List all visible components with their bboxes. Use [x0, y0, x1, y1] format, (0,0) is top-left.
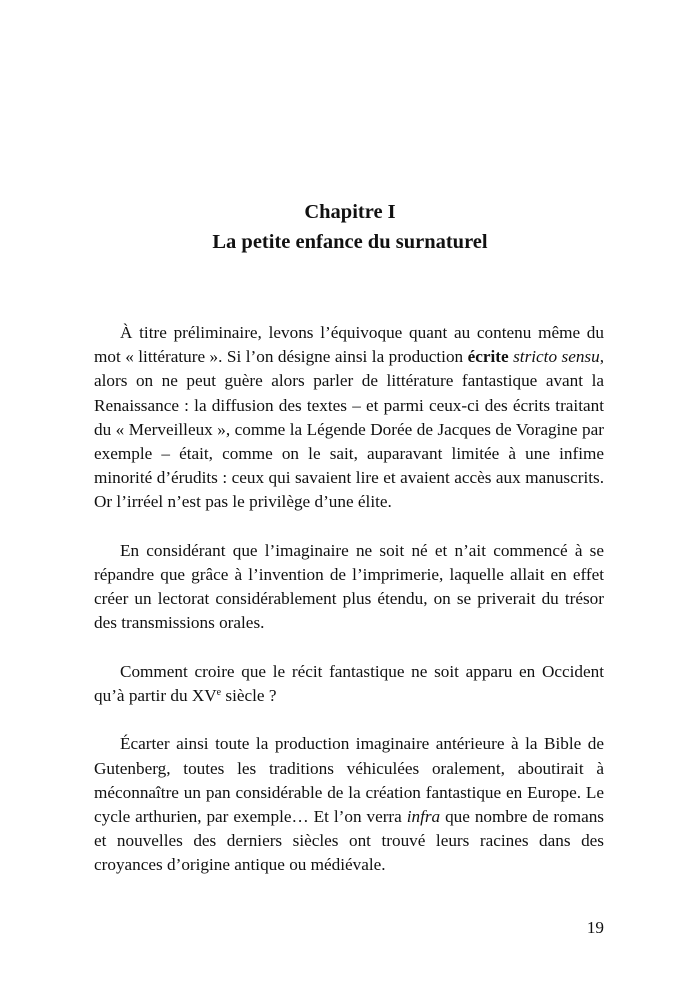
body-text	[94, 321, 604, 878]
paragraph-4-text: Écarter ainsi toute la production imaginaire antérieure à la Bible de Gutenberg, toutes les traditions véhiculées oralement, aboutirait à méconnaître un pan considérable de la création fantastique en Europe. Le cycle arthurien, par exemple… Et l’on verra	[94, 734, 604, 827]
paragraph-3-text: Comment croire que le récit fantastique ne soit apparu en Occident qu’à partir du XV	[94, 661, 604, 706]
paragraph-4	[94, 732, 604, 877]
paragraph-4-text-end: que nombre de romans et nouvelles des derniers siècles ont trouvé leurs racines dans des croyances d’origine antique ou médiévale.	[94, 807, 604, 875]
chapter-number: Chapitre I	[304, 201, 396, 223]
century-superscript: e	[216, 687, 222, 699]
paragraph-1-text: À titre préliminaire, levons l’équivoque quant au contenu même du mot « littérature ». Si l’on désigne ainsi la production	[94, 323, 604, 367]
page-number: 19	[586, 918, 604, 937]
paragraph-2	[94, 539, 604, 636]
paragraph-3	[94, 660, 604, 708]
chapter-title: La petite enfance du surnaturel	[212, 231, 488, 253]
paragraph-3-text-end: siècle ?	[221, 686, 277, 706]
emphasis-infra: infra	[406, 807, 441, 827]
emphasis-ecrite: écrite	[467, 347, 509, 367]
emphasis-stricto-sensu: stricto sensu	[513, 347, 600, 367]
paragraph-1-text-continued: , alors on ne peut guère alors parler de littérature fantastique avant la Renaissance : la diffusion des textes – et parmi ceux-ci des écrits traitant du « Merveilleux », comme la Légende Dorée de Jacques de Voragine par exemple – était, comme on le sait, auparavant limitée à une infime minorité d’érudits : ceux qui savaient lire et avaient accès aux manuscrits. Or l’irréel n’est pas le privilège d’une élite.	[94, 347, 604, 512]
paragraph-2-text: En considérant que l’imaginaire ne soit né et n’ait commencé à se répandre que grâce à l’invention de l’imprimerie, laquelle allait en effet créer un lectorat considérablement plus étendu, on se priverait du trésor des transmissions orales.	[94, 540, 604, 633]
paragraph-1	[94, 321, 604, 515]
